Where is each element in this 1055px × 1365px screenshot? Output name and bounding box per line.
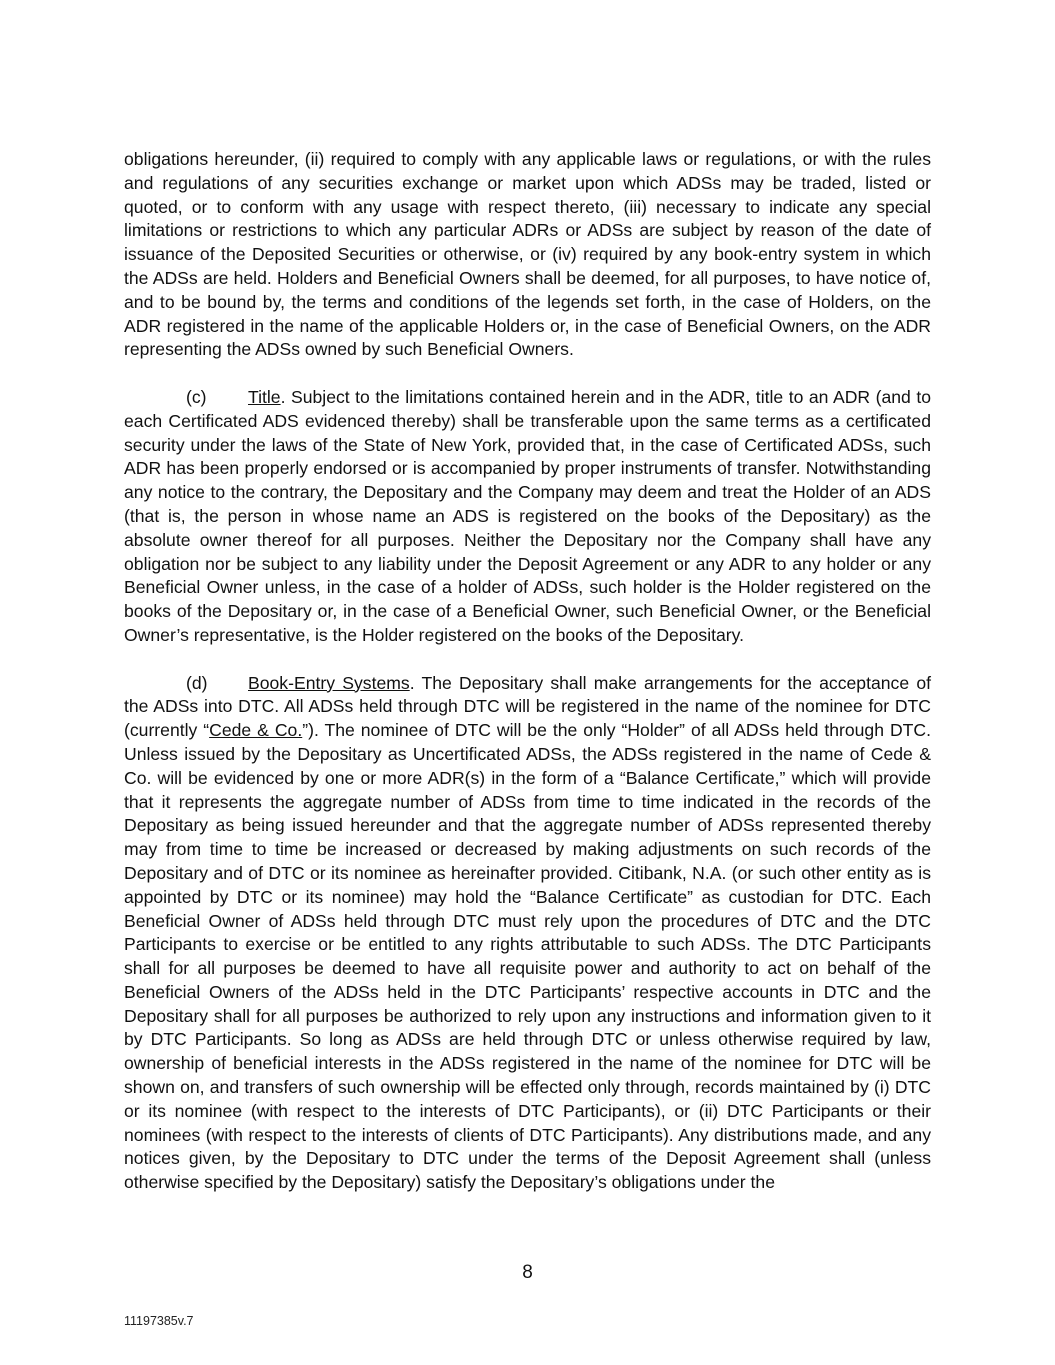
paragraph-section-c xyxy=(124,386,931,648)
section-d-body-part-2: ”). The nominee of DTC will be the only “Holder” of all ADSs held through DTC. Unless issued by the Depositary as Uncertificated ADSs, the ADSs registered in the name of Cede & Co. will be evidenced by one or more ADR(s) in the form of a “Balance Certificate,” which will provide that it represents the aggregate number of ADSs from time to time indicated in the records of the Depositary as being issued hereunder and that the aggregate number of ADSs represented thereby may from time to time be increased or decreased by making adjustments on such records of the Depositary and of DTC or its nominee as hereinafter provided. Citibank, N.A. (or such other entity as is appointed by DTC or its nominee) may hold the “Balance Certificate” as custodian for DTC. Each Beneficial Owner of ADSs held through DTC must rely upon the procedures of DTC and the DTC Participants to exercise or be entitled to any rights attributable to such ADSs. The DTC Participants shall for all purposes be deemed to have all requisite power and authority to act on behalf of the Beneficial Owners of the ADSs held in the DTC Participants’ respective accounts in DTC and the Depositary shall for all purposes be authorized to rely upon any instructions and information given to it by DTC Participants. So long as ADSs are held through DTC or unless otherwise required by law, ownership of beneficial interests in the ADSs registered in the name of the nominee for DTC will be shown on, and transfers of such ownership will be effected only through, records maintained by (i) DTC or its nominee (with respect to the interests of DTC Participants), or (ii) DTC Participants or their nominees (with respect to the interests of clients of DTC Participants). Any distributions made, and any notices given, by the Depositary to DTC under the terms of the Deposit Agreement shall (unless otherwise specified by the Depositary) satisfy the Depositary’s obligations under the xyxy=(124,720,931,1193)
document-id: 11197385v.7 xyxy=(124,1314,194,1328)
document-page-body xyxy=(124,148,931,1219)
paragraph-continuation: obligations hereunder, (ii) required to comply with any applicable laws or regulations, or with the rules and regulations of any securities exchange or market upon which ADSs may be traded, listed or quoted, or to conform with any usage with respect thereto, (iii) necessary to indicate any special limitations or restrictions to which any particular ADRs or ADSs are subject by reason of the date of issuance of the Deposited Securities or otherwise, or (iv) required by any book-entry system in which the ADSs are held. Holders and Beneficial Owners shall be deemed, for all purposes, to have notice of, and to be bound by, the terms and conditions of the legends set forth, in the case of Holders, on the ADR registered in the name of the applicable Holders or, in the case of Beneficial Owners, on the ADR representing the ADSs owned by such Beneficial Owners. xyxy=(124,149,931,360)
nominee-name: Cede & Co. xyxy=(209,720,303,741)
section-heading-period: . xyxy=(280,386,286,407)
page-number: 8 xyxy=(522,1262,533,1283)
paragraph-section-d xyxy=(124,672,931,1196)
section-heading-title: Title xyxy=(248,386,281,407)
section-heading-period: . xyxy=(409,672,415,693)
section-c-body: Subject to the limitations contained herein and in the ADR, title to an ADR (and to each Certificated ADS evidenced thereby) shall be transferable upon the same terms as a certificated security under the laws of the State of New York, provided that, in the case of Certificated ADSs, such ADR has been properly endorsed or is accompanied by proper instruments of transfer. Notwithstanding any notice to the contrary, the Depositary and the Company may deem and treat the Holder of an ADS (that is, the person in whose name an ADS is registered on the books of the Depositary) as the absolute owner thereof for all purposes. Neither the Depositary nor the Company shall have any obligation nor be subject to any liability under the Deposit Agreement or any ADR to any holder or any Beneficial Owner unless, in the case of a holder of ADSs, such holder is the Holder registered on the books of the Depositary or, in the case of a Beneficial Owner, such Beneficial Owner, or the Beneficial Owner’s representative, is the Holder registered on the books of the Depositary. xyxy=(124,386,931,645)
section-marker-d: (d) xyxy=(186,672,208,693)
section-heading-book-entry-systems: Book-Entry Systems xyxy=(248,672,410,693)
section-marker-c: (c) xyxy=(186,386,207,407)
section-d-body-part-1: The Depositary shall make arrangements for the acceptance of the ADSs into DTC. All ADSs held through DTC will be registered in the name of the nominee for DTC (currently “ xyxy=(124,672,931,741)
